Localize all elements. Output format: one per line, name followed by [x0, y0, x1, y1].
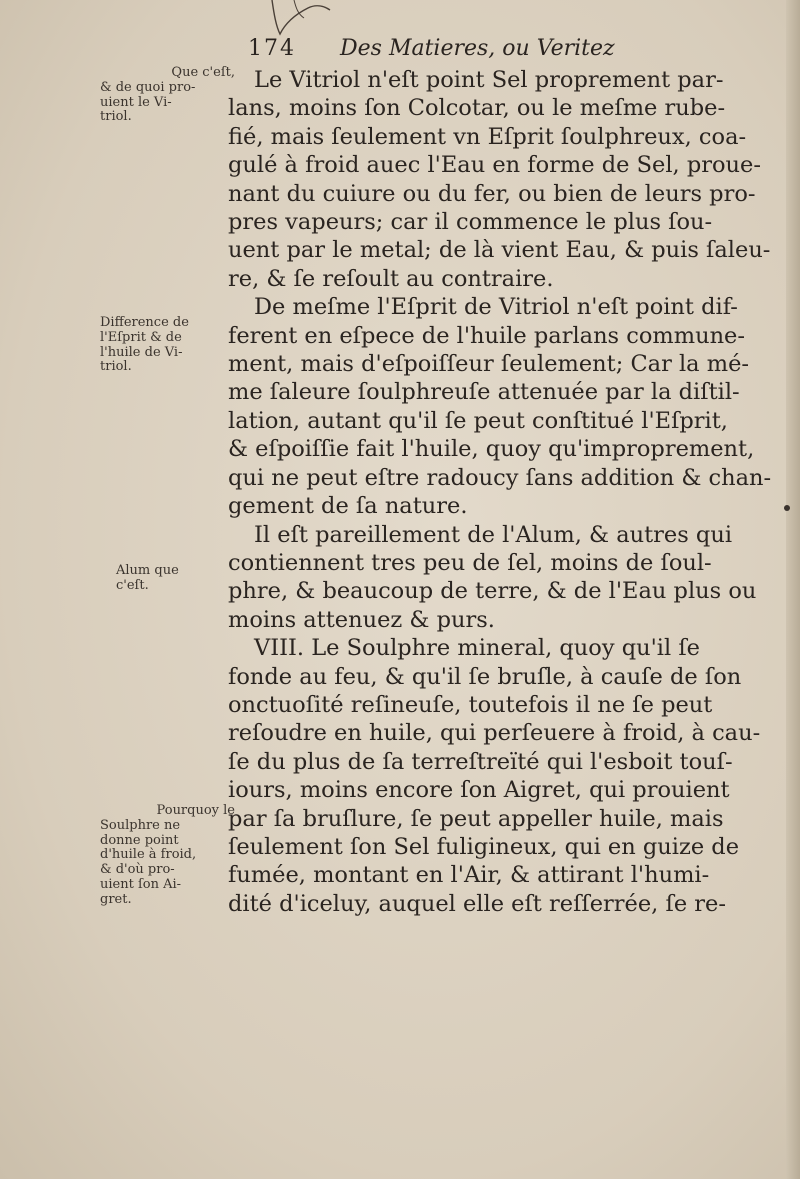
margin-note-line: Alum que — [116, 563, 179, 578]
text-line: lation, autant qu'il ſe peut conſtitué l'Eſprit, — [228, 407, 728, 434]
margin-note-line: gret. — [100, 891, 132, 907]
text-line: lans, moins ſon Colcotar, ou le meſme rube- — [228, 95, 726, 122]
margin-note-line: Pourquoy le — [156, 803, 235, 818]
text-line: re, & ſe reſoult au contraire. — [228, 265, 554, 292]
text-line: fumée, montant en l'Air, & attirant l'humi- — [228, 862, 710, 889]
text-line: ſe du plus de ſa terreſtreïté qui l'esboit touſ- — [228, 748, 733, 775]
margin-note-line: c'eſt. — [116, 577, 149, 593]
text-line: pres vapeurs; car il commence le plus ſou- — [228, 209, 713, 236]
text-line: contiennent tres peu de ſel, moins de ſoul- — [228, 549, 712, 576]
margin-note-line: triol. — [100, 109, 132, 125]
margin-note-line: Soulphre ne — [100, 817, 181, 833]
text-line: me ſaleure ſoulphreuſe attenuée par la diſtil- — [228, 379, 740, 406]
text-line: gement de ſa nature. — [228, 493, 468, 520]
margin-note-soulphre — [100, 804, 235, 908]
margin-note-difference — [100, 316, 235, 375]
paragraph-esprit — [228, 293, 772, 520]
margin-note-line: uient le Vi- — [100, 94, 172, 110]
margin-note-line: donne point — [100, 832, 179, 848]
text-line: fié, mais ſeulement vn Eſprit ſoulphreux, coa- — [228, 123, 747, 150]
margin-note-line: d'huile à froid, — [100, 847, 197, 863]
text-line: moins attenuez & purs. — [228, 606, 495, 633]
text-line: qui ne peut eſtre radoucy ſans addition & chan- — [228, 464, 772, 491]
text-line: nant du cuiure ou du fer, ou bien de leurs pro- — [228, 180, 756, 207]
margin-note-line: Difference de — [100, 315, 189, 330]
text-line: ſeulement ſon Sel fuligineux, qui en guize de — [228, 833, 740, 860]
main-text-block — [228, 66, 772, 918]
page-edge — [786, 0, 800, 1179]
margin-note-line: triol. — [100, 359, 132, 375]
margin-note-line: uient ſon Ai- — [100, 876, 182, 892]
text-line: phre, & beaucoup de terre, & de l'Eau plus ou — [228, 578, 757, 605]
text-line: & eſpoiſſie fait l'huile, quoy qu'improprement, — [228, 436, 755, 463]
text-line: gulé à froid auec l'Eau en forme de Sel, proue- — [228, 152, 761, 179]
text-line: Le Vitriol n'eſt point Sel proprement par- — [254, 67, 724, 93]
text-line: uent par le metal; de là vient Eau, & puis ſaleu- — [228, 237, 771, 264]
text-line: Il eſt pareillement de l'Alum, & autres qui — [254, 521, 733, 548]
margin-note-line: l'Eſprit & de — [100, 329, 182, 345]
text-line: ment, mais d'eſpoiſſeur ſeulement; Car la mé- — [228, 351, 749, 378]
page-number: 174 — [248, 36, 296, 61]
text-line: De meſme l'Eſprit de Vitriol n'eſt point dif- — [254, 294, 738, 321]
text-line: VIII. Le Soulphre mineral, quoy qu'il ſe — [254, 635, 700, 662]
paragraph-vitriol — [228, 66, 771, 293]
margin-note-vitriol — [100, 66, 235, 125]
margin-note-line: & d'où pro- — [100, 862, 175, 878]
running-title: Des Matieres, ou Veritez — [340, 36, 615, 61]
margin-note-line: Que c'eſt, — [171, 65, 235, 80]
paragraph-soulphre — [228, 634, 761, 918]
paragraph-alum — [228, 521, 757, 635]
text-line: onctuoſité reſineuſe, toutefois il ne ſe peut — [228, 691, 713, 718]
ink-flourish-mark — [250, 0, 390, 40]
text-line: dité d'iceluy, auquel elle eſt reſſerrée, ſe re- — [228, 890, 726, 917]
text-line: par ſa bruſlure, ſe peut appeller huile, mais — [228, 805, 724, 832]
margin-note-line: & de quoi pro- — [100, 79, 196, 95]
ink-speck — [784, 505, 790, 511]
text-line: reſoudre en huile, qui perſeuere à froid, à cau- — [228, 720, 761, 747]
text-line: iours, moins encore ſon Aigret, qui prouient — [228, 777, 730, 804]
text-line: fonde au feu, & qu'il ſe bruſle, à cauſe de ſon — [228, 663, 742, 690]
margin-note-line: l'huile de Vi- — [100, 344, 183, 360]
text-line: ferent en eſpece de l'huile parlans commune- — [228, 322, 745, 349]
